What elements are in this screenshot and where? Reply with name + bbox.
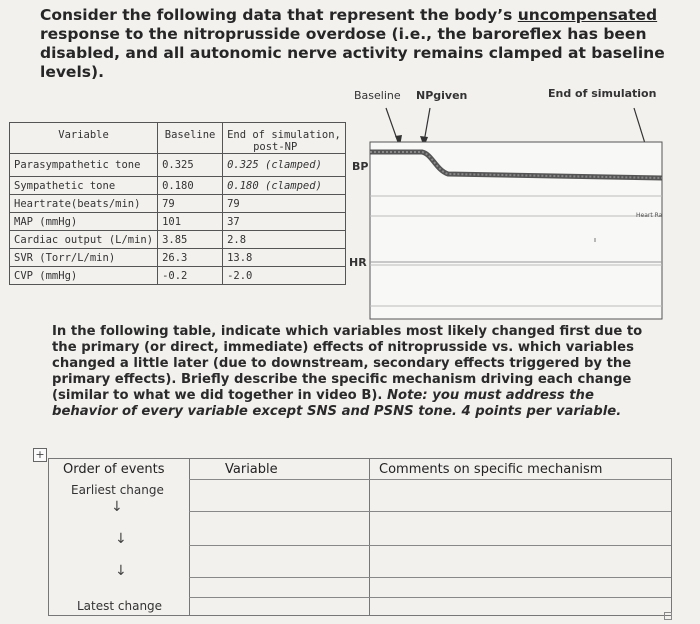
instructions-note: Note: you must address the behavior of every variable except SNS and PSNS tone. 4 points per variable. [52, 388, 622, 419]
cell-variable: Heartrate(beats/min) [10, 195, 158, 213]
table-row [10, 249, 346, 267]
instructions-main: In the following table, indicate which variables most likely changed first due to the primary (or direct, immediate) effects of nitroprusside vs. which variables changed a little later (due to downstream, secondary effects triggered by the primary effects). Briefly describe the specific mechanism driving each change (similar to what we did together in video B). [52, 324, 643, 403]
cell-end: 37 [223, 213, 346, 231]
comment-cell-3[interactable] [370, 546, 670, 577]
question-underlined-word: uncompensated [517, 6, 658, 24]
question-part1: Consider the following data that represent the body’s [40, 6, 518, 24]
cell-variable: Sympathetic tone [10, 177, 158, 195]
table-row [10, 231, 346, 249]
cell-variable: CVP (mmHg) [10, 267, 158, 285]
down-arrow-icon: ↓ [115, 531, 127, 547]
label-end-of-simulation: End of simulation [548, 87, 657, 100]
cell-variable: MAP (mmHg) [10, 213, 158, 231]
cell-baseline: 3.85 [158, 231, 223, 249]
cell-end: 79 [223, 195, 346, 213]
table-resize-handle-icon[interactable] [664, 612, 672, 620]
cell-baseline: -0.2 [158, 267, 223, 285]
table-row [10, 213, 346, 231]
variable-cell-1[interactable] [190, 480, 368, 511]
variable-cell-5[interactable] [190, 598, 368, 614]
order-of-events-table [48, 458, 672, 616]
cell-variable: SVR (Torr/L/min) [10, 249, 158, 267]
table-row [10, 195, 346, 213]
table-row [10, 154, 346, 177]
comment-cell-2[interactable] [370, 512, 670, 545]
cell-variable: Cardiac output (L/min) [10, 231, 158, 249]
bp-hr-graph [340, 100, 670, 322]
cell-baseline: 79 [158, 195, 223, 213]
cell-variable: Parasympathetic tone [10, 154, 158, 177]
cell-end: 0.180 (clamped) [223, 177, 346, 195]
cell-baseline: 101 [158, 213, 223, 231]
variable-cell-2[interactable] [190, 512, 368, 545]
question-part2: response to the nitroprusside overdose (i.e., the baroreflex has been disabled, and all autonomic nerve activity remains clamped at baseline levels). [40, 25, 665, 81]
cell-end: -2.0 [223, 267, 346, 285]
header-end-line2: post-NP [253, 141, 298, 153]
comment-cell-4[interactable] [370, 578, 670, 597]
header-end-of-simulation [223, 123, 346, 154]
table-move-handle-icon[interactable]: + [33, 448, 47, 462]
label-latest-change: Latest change [77, 599, 163, 613]
variables-table [9, 122, 346, 285]
label-earliest-change: Earliest change [71, 483, 164, 497]
cell-end: 0.325 (clamped) [223, 154, 346, 177]
label-baseline: Baseline [354, 89, 401, 102]
label-heart-rate: Heart Ra [636, 212, 663, 219]
cell-end: 2.8 [223, 231, 346, 249]
cell-baseline: 0.180 [158, 177, 223, 195]
cell-baseline: 26.3 [158, 249, 223, 267]
question-text [40, 6, 680, 82]
header-comments: Comments on specific mechanism [379, 462, 603, 477]
down-arrow-icon: ↓ [115, 563, 127, 579]
header-variable: Variable [225, 462, 278, 477]
label-hr: HR [349, 256, 367, 269]
label-np-given: NPgiven [416, 89, 468, 102]
header-end-line1: End of simulation, [227, 129, 341, 141]
plot-frame [370, 142, 662, 319]
table-row [10, 267, 346, 285]
header-baseline: Baseline [158, 123, 223, 154]
header-order-of-events: Order of events [63, 462, 165, 477]
variable-cell-3[interactable] [190, 546, 368, 577]
np-given-arrow [420, 108, 430, 147]
label-bp: BP [352, 160, 369, 173]
variables-table-header [10, 123, 346, 154]
instructions-text [52, 324, 652, 420]
header-variable: Variable [10, 123, 158, 154]
down-arrow-icon: ↓ [111, 499, 123, 515]
baseline-arrow [386, 108, 402, 146]
table-row [10, 177, 346, 195]
variable-cell-4[interactable] [190, 578, 368, 597]
comment-cell-1[interactable] [370, 480, 670, 511]
cell-baseline: 0.325 [158, 154, 223, 177]
cell-end: 13.8 [223, 249, 346, 267]
comment-cell-5[interactable] [370, 598, 670, 614]
